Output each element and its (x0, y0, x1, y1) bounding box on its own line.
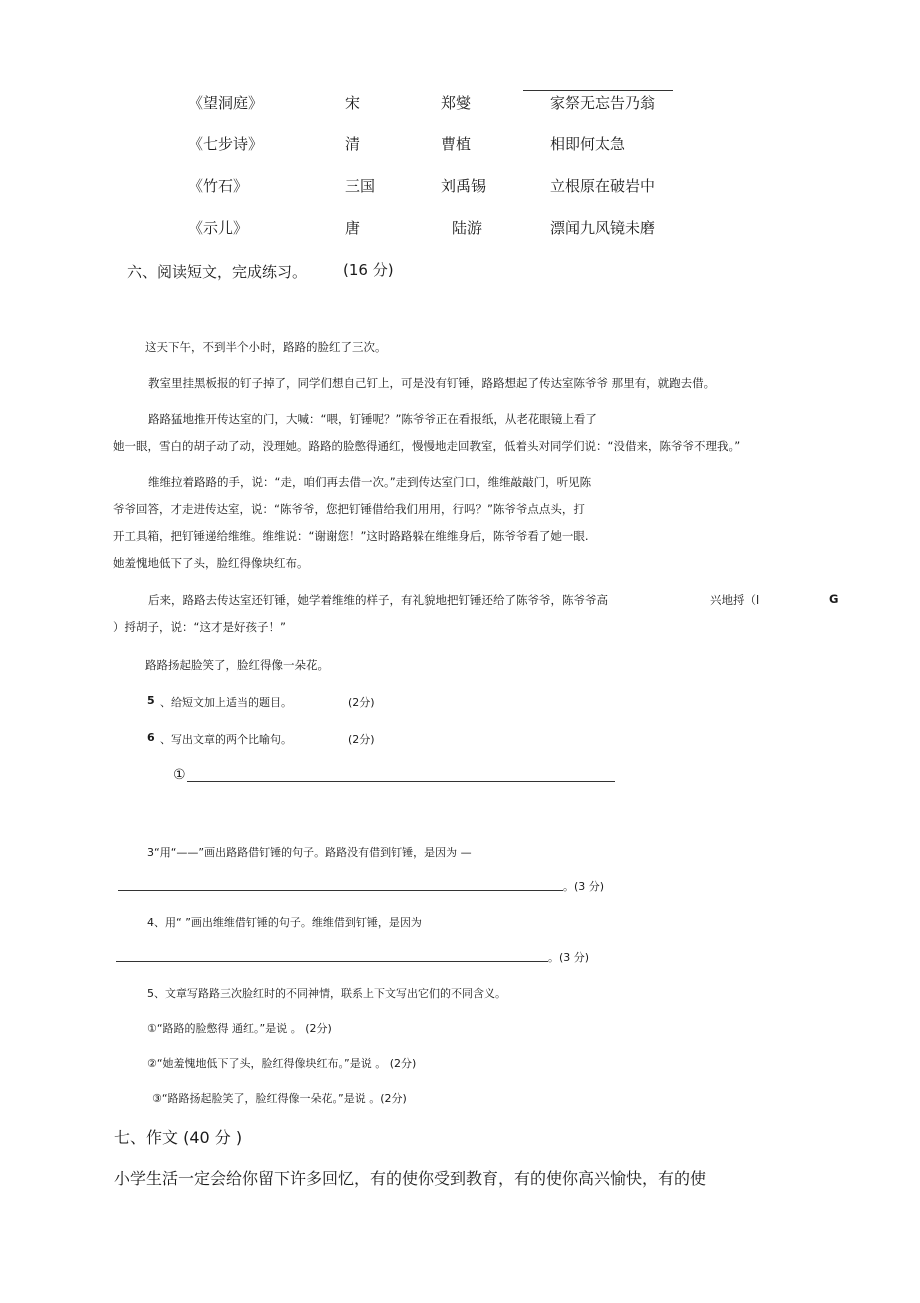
answer-line[interactable] (118, 890, 563, 891)
passage-paragraph: 兴地捋（l (710, 593, 760, 607)
poem-title: 《竹石》 (188, 177, 249, 195)
question-number: 5 (147, 694, 155, 707)
poem-dynasty: 唐 (345, 219, 361, 237)
poem-author: 刘禹锡 (441, 177, 487, 195)
poem-author: 郑燮 (441, 94, 472, 112)
passage-paragraph: 爷爷回答，才走进传达室，说：“陈爷爷，您把钉锤借给我们用用，行吗？”陈爷爷点点头，打 (113, 502, 585, 516)
poem-line: 立根原在破岩中 (550, 177, 656, 195)
poem-line: 漂闻九风镜未磨 (550, 219, 656, 237)
passage-paragraph: 维维拉着路路的手，说：“走，咱们再去借一次。”走到传达室门口，维维敲敲门，听见陈 (148, 475, 592, 489)
question-text: 、给短文加上适当的题目。 (160, 696, 292, 709)
answer-line[interactable] (187, 781, 615, 782)
poem-author: 陆游 (452, 219, 483, 237)
passage-paragraph: 教室里挂黑板报的钉子掉了，同学们想自己钉上，可是没有钉锤，路路想起了传达室陈爷爷 那里有，就跑去借。 (148, 376, 716, 390)
poem-title: 《七步诗》 (188, 135, 264, 153)
passage-paragraph: ）捋胡子，说：“这才是好孩子！” (113, 620, 286, 634)
question-score: (2分) (348, 733, 375, 746)
passage-paragraph: 这天下午，不到半个小时，路路的脸红了三次。 (145, 340, 387, 354)
question-score: 。(3 分) (563, 880, 605, 893)
top-rule (523, 90, 673, 91)
question-text: 、写出文章的两个比喻句。 (160, 733, 292, 746)
poem-title: 《示儿》 (188, 219, 249, 237)
poem-author: 曹植 (441, 135, 472, 153)
question-score: (2分) (348, 696, 375, 709)
answer-marker: ① (173, 767, 186, 783)
section6-heading: 六、阅读短文，完成练习。 (127, 263, 308, 281)
poem-dynasty: 三国 (345, 177, 376, 195)
poem-dynasty: 宋 (345, 94, 361, 112)
passage-paragraph: 她一眼，雪白的胡子动了动，没理她。路路的脸憋得通红，慢慢地走回教室，低着头对同学们说：“没借来，陈爷爷不理我。” (113, 439, 741, 453)
poem-line: 相即何太急 (550, 135, 626, 153)
answer-line[interactable] (116, 961, 548, 962)
passage-paragraph: G (829, 592, 839, 606)
poem-dynasty: 清 (345, 135, 361, 153)
question-subitem: ③“路路扬起脸笑了，脸红得像一朵花。”是说 。(2分) (152, 1092, 407, 1105)
question-subitem: ②“她羞愧地低下了头，脸红得像块红布。”是说 。 (2分) (147, 1057, 417, 1070)
section7-prompt: 小学生活一定会给你留下许多回忆，有的使你受到教育，有的使你高兴愉快，有的使 (114, 1169, 707, 1188)
poem-line: 家祭无忘告乃翁 (550, 94, 656, 112)
question-text: 3“用“——”画出路路借钉锤的句子。路路没有借到钉锤，是因为 — (147, 846, 472, 859)
section6-score: (16 分) (343, 261, 394, 279)
passage-paragraph: 路路扬起脸笑了，脸红得像一朵花。 (145, 658, 329, 672)
passage-paragraph: 开工具箱，把钉锤递给维维。维维说：“谢谢您！”这时路路躲在维维身后，陈爷爷看了她一眼. (113, 529, 589, 543)
question-score: 。(3 分) (548, 951, 590, 964)
question-subitem: ①“路路的脸憋得 通红。”是说 。 (2分) (147, 1022, 332, 1035)
passage-paragraph: 她羞愧地低下了头，脸红得像块红布。 (113, 556, 309, 570)
question-number: 6 (147, 731, 155, 744)
question-text: 4、用“ ”画出维维借钉锤的句子。维维借到钉锤，是因为 (147, 916, 422, 929)
section7-heading: 七、作文 (40 分 ) (114, 1128, 243, 1147)
passage-paragraph: 后来，路路去传达室还钉锤，她学着维维的样子，有礼貌地把钉锤还给了陈爷爷，陈爷爷高 (148, 593, 608, 607)
passage-paragraph: 路路猛地推开传达室的门，大喊：“喂，钉锤呢？”陈爷爷正在看报纸，从老花眼镜上看了 (148, 412, 597, 426)
question-text: 5、文章写路路三次脸红时的不同神情，联系上下文写出它们的不同含义。 (147, 987, 506, 1000)
poem-title: 《望洞庭》 (188, 94, 264, 112)
